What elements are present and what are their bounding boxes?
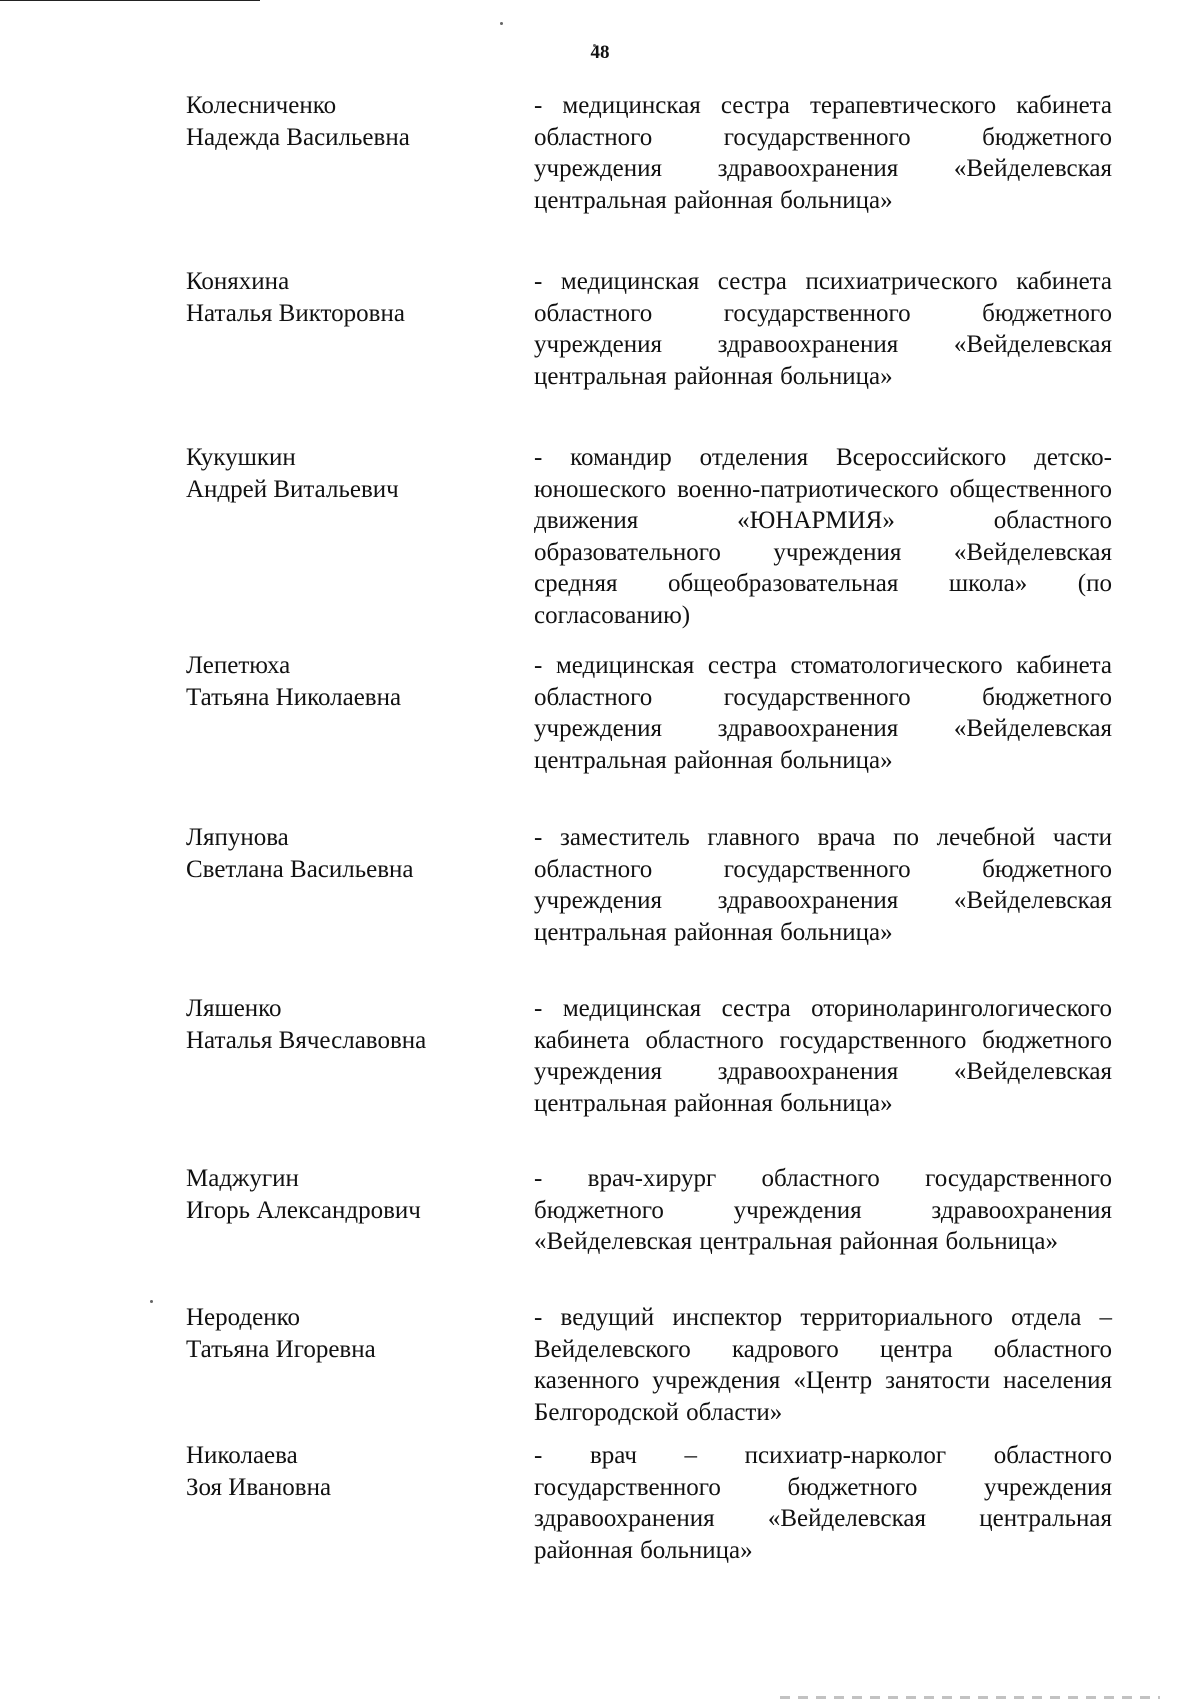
position-description: - врач-хирург областного государственного бюджетного учреждения здравоохранения «Вейделевская центральная районная больница» xyxy=(534,1165,1112,1255)
surname: Лепетюха xyxy=(186,652,291,679)
position-description: - заместитель главного врача по лечебной части областного государственного бюджетного учреждения здравоохранения «Вейделевская центральная районная больница» xyxy=(534,824,1112,946)
surname: Колесниченко xyxy=(186,92,337,119)
position-description: - командир отделения Всероссийского детско-юношеского военно-патриотического общественного движения «ЮНАРМИЯ» областного образовательного учреждения «Вейделевская средняя общеобразовательная школа» (по согласованию) xyxy=(534,444,1112,629)
surname: Кукушкин xyxy=(186,444,296,471)
person-name xyxy=(186,1163,496,1226)
given-names: Зоя Ивановна xyxy=(186,1473,332,1501)
scan-speck xyxy=(150,1300,153,1303)
surname: Ляшенко xyxy=(186,995,282,1022)
person-name xyxy=(186,442,496,505)
given-names: Наталья Вячеславовна xyxy=(186,1026,427,1054)
position-description: - ведущий инспектор территориального отдела – Вейделевского кадрового центра областного казенного учреждения «Центр занятости населения Белгородской области» xyxy=(534,1304,1112,1426)
position-description: - медицинская сестра терапевтического кабинета областного государственного бюджетного учреждения здравоохранения «Вейделевская центральная районная больница» xyxy=(534,92,1112,214)
scan-speck xyxy=(500,22,503,25)
given-names: Надежда Васильевна xyxy=(186,123,410,151)
given-names: Светлана Васильевна xyxy=(186,855,414,883)
given-names: Татьяна Николаевна xyxy=(186,683,402,711)
position-description: - медицинская сестра психиатрического кабинета областного государственного бюджетного учреждения здравоохранения «Вейделевская центральная районная больница» xyxy=(534,268,1112,390)
person-name xyxy=(186,1302,496,1365)
person-name xyxy=(186,1440,496,1503)
given-names: Андрей Витальевич xyxy=(186,475,399,503)
surname: Николаева xyxy=(186,1442,298,1469)
surname: Ляпунова xyxy=(186,824,289,851)
surname: Коняхина xyxy=(186,268,290,295)
position-description: - врач – психиатр-нарколог областного государственного бюджетного учреждения здравоохранения «Вейделевская центральная районная больница» xyxy=(534,1442,1112,1564)
position-description: - медицинская сестра стоматологического кабинета областного государственного бюджетного учреждения здравоохранения «Вейделевская центральная районная больница» xyxy=(534,652,1112,774)
scan-top-rule xyxy=(0,0,260,1)
given-names: Наталья Викторовна xyxy=(186,299,405,327)
person-name xyxy=(186,993,496,1056)
scan-footer-noise xyxy=(780,1696,1160,1699)
person-name xyxy=(186,822,496,885)
position-description: - медицинская сестра оториноларингологического кабинета областного государственного бюджетного учреждения здравоохранения «Вейделевская центральная районная больница» xyxy=(534,995,1112,1117)
surname: Нероденко xyxy=(186,1304,301,1331)
surname: Маджугин xyxy=(186,1165,299,1192)
person-name xyxy=(186,90,496,153)
person-name xyxy=(186,650,496,713)
given-names: Татьяна Игоревна xyxy=(186,1335,376,1363)
page-number: 48 xyxy=(590,42,610,63)
person-name xyxy=(186,266,496,329)
given-names: Игорь Александрович xyxy=(186,1196,421,1224)
